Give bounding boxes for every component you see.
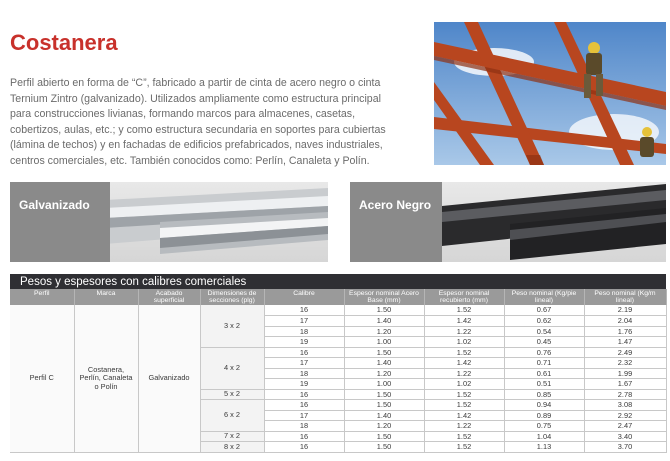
- table-cell: 1.22: [424, 326, 504, 337]
- dimension-cell: 4 x 2: [200, 347, 264, 389]
- page-title: Costanera: [10, 30, 118, 55]
- dimension-cell: 6 x 2: [200, 400, 264, 432]
- table-cell: 16: [264, 347, 344, 358]
- table-cell: 2.32: [584, 358, 666, 369]
- weights-table: [10, 274, 666, 453]
- black-steel-sample: [350, 182, 666, 262]
- table-cell: 18: [264, 368, 344, 379]
- column-header: Dimensiones de secciones (plg): [200, 289, 264, 305]
- table-cell: 0.94: [504, 400, 584, 411]
- table-cell: 1.42: [424, 410, 504, 421]
- galvanized-sample: [10, 182, 328, 262]
- table-cell: 16: [264, 431, 344, 442]
- table-cell: 2.92: [584, 410, 666, 421]
- table-cell: 1.52: [424, 389, 504, 400]
- dimension-cell: 7 x 2: [200, 431, 264, 442]
- table-cell: 1.50: [344, 347, 424, 358]
- table-cell: 16: [264, 442, 344, 453]
- table-cell: 0.75: [504, 421, 584, 432]
- table-cell: 1.67: [584, 379, 666, 390]
- table-cell: 18: [264, 421, 344, 432]
- table-cell: 1.42: [424, 316, 504, 327]
- table-cell: 1.40: [344, 358, 424, 369]
- galvanized-label: Galvanizado: [10, 182, 110, 262]
- column-header: Espesor nominal recubierto (mm): [424, 289, 504, 305]
- table-cell: 3.08: [584, 400, 666, 411]
- table-cell: 1.02: [424, 379, 504, 390]
- table-cell: 16: [264, 400, 344, 411]
- marca-cell: Costanera, Perlín, Canaleta o Polín: [74, 305, 138, 452]
- table-cell: 17: [264, 358, 344, 369]
- table-cell: 1.02: [424, 337, 504, 348]
- table-cell: 1.13: [504, 442, 584, 453]
- table-cell: 2.47: [584, 421, 666, 432]
- table-cell: 0.71: [504, 358, 584, 369]
- table-cell: 1.99: [584, 368, 666, 379]
- table-cell: 0.61: [504, 368, 584, 379]
- table-cell: 0.54: [504, 326, 584, 337]
- table-cell: 3.70: [584, 442, 666, 453]
- table-cell: 2.78: [584, 389, 666, 400]
- column-header: Espesor nominal Acero Base (mm): [344, 289, 424, 305]
- table-cell: 16: [264, 389, 344, 400]
- table-cell: 1.04: [504, 431, 584, 442]
- table-cell: 0.45: [504, 337, 584, 348]
- table-cell: 0.76: [504, 347, 584, 358]
- black-steel-label: Acero Negro: [350, 182, 442, 262]
- table-cell: 0.89: [504, 410, 584, 421]
- column-header: Perfil: [10, 289, 74, 305]
- table-cell: 0.51: [504, 379, 584, 390]
- table-cell: 1.20: [344, 368, 424, 379]
- table-cell: 1.42: [424, 358, 504, 369]
- table-title: Pesos y espesores con calibres comerciales: [10, 274, 666, 289]
- table-header-row: [10, 289, 666, 305]
- table-cell: 1.76: [584, 326, 666, 337]
- construction-photo: [434, 22, 666, 165]
- table-cell: 1.40: [344, 316, 424, 327]
- dimension-cell: 8 x 2: [200, 442, 264, 453]
- table-cell: 2.49: [584, 347, 666, 358]
- dimension-cell: 3 x 2: [200, 305, 264, 347]
- table-cell: 19: [264, 337, 344, 348]
- table-cell: 16: [264, 305, 344, 316]
- table-cell: 1.50: [344, 389, 424, 400]
- table-cell: 1.52: [424, 442, 504, 453]
- table-cell: 1.00: [344, 379, 424, 390]
- product-description: Perfil abierto en forma de “C”, fabricado a partir de cinta de acero negro o cinta Ternium Zintro (galvanizado). Utilizados ampliamente como estructura principal para construcciones livianas, formando marcos para almacenes, casetas, cobertizos, aulas, etc.; y como estructura secundaria en soportes para cubiertas (lámina de techos) y en fachadas de edificios prefabricados, naves industriales, centros comerciales, etc. También conocidos como: Perlín, Canaleta y Polín.: [10, 77, 386, 167]
- table-cell: 1.50: [344, 442, 424, 453]
- table-cell: 0.62: [504, 316, 584, 327]
- table-cell: 1.20: [344, 326, 424, 337]
- column-header: Peso nominal (Kg/m lineal): [584, 289, 666, 305]
- table-cell: 1.50: [344, 400, 424, 411]
- table-cell: 1.40: [344, 410, 424, 421]
- column-header: Calibre: [264, 289, 344, 305]
- table-cell: 1.52: [424, 305, 504, 316]
- table-cell: 0.67: [504, 305, 584, 316]
- table-cell: 1.22: [424, 421, 504, 432]
- table-cell: 3.40: [584, 431, 666, 442]
- table-cell: 1.00: [344, 337, 424, 348]
- table-cell: 1.22: [424, 368, 504, 379]
- table-cell: 2.04: [584, 316, 666, 327]
- table-cell: 1.52: [424, 431, 504, 442]
- column-header: Acabado superficial: [138, 289, 200, 305]
- table-cell: 19: [264, 379, 344, 390]
- table-cell: 17: [264, 316, 344, 327]
- dimension-cell: 5 x 2: [200, 389, 264, 400]
- table-cell: 1.47: [584, 337, 666, 348]
- table-cell: 0.85: [504, 389, 584, 400]
- table-cell: 1.50: [344, 431, 424, 442]
- acabado-cell: Galvanizado: [138, 305, 200, 452]
- table-cell: 1.52: [424, 400, 504, 411]
- table-cell: 1.50: [344, 305, 424, 316]
- table-cell: 1.52: [424, 347, 504, 358]
- table-cell: 2.19: [584, 305, 666, 316]
- table-cell: 1.20: [344, 421, 424, 432]
- table-cell: 18: [264, 326, 344, 337]
- table-cell: 17: [264, 410, 344, 421]
- column-header: Marca: [74, 289, 138, 305]
- column-header: Peso nominal (Kg/pie lineal): [504, 289, 584, 305]
- perfil-cell: Perfil C: [10, 305, 74, 452]
- table-row: [10, 305, 666, 316]
